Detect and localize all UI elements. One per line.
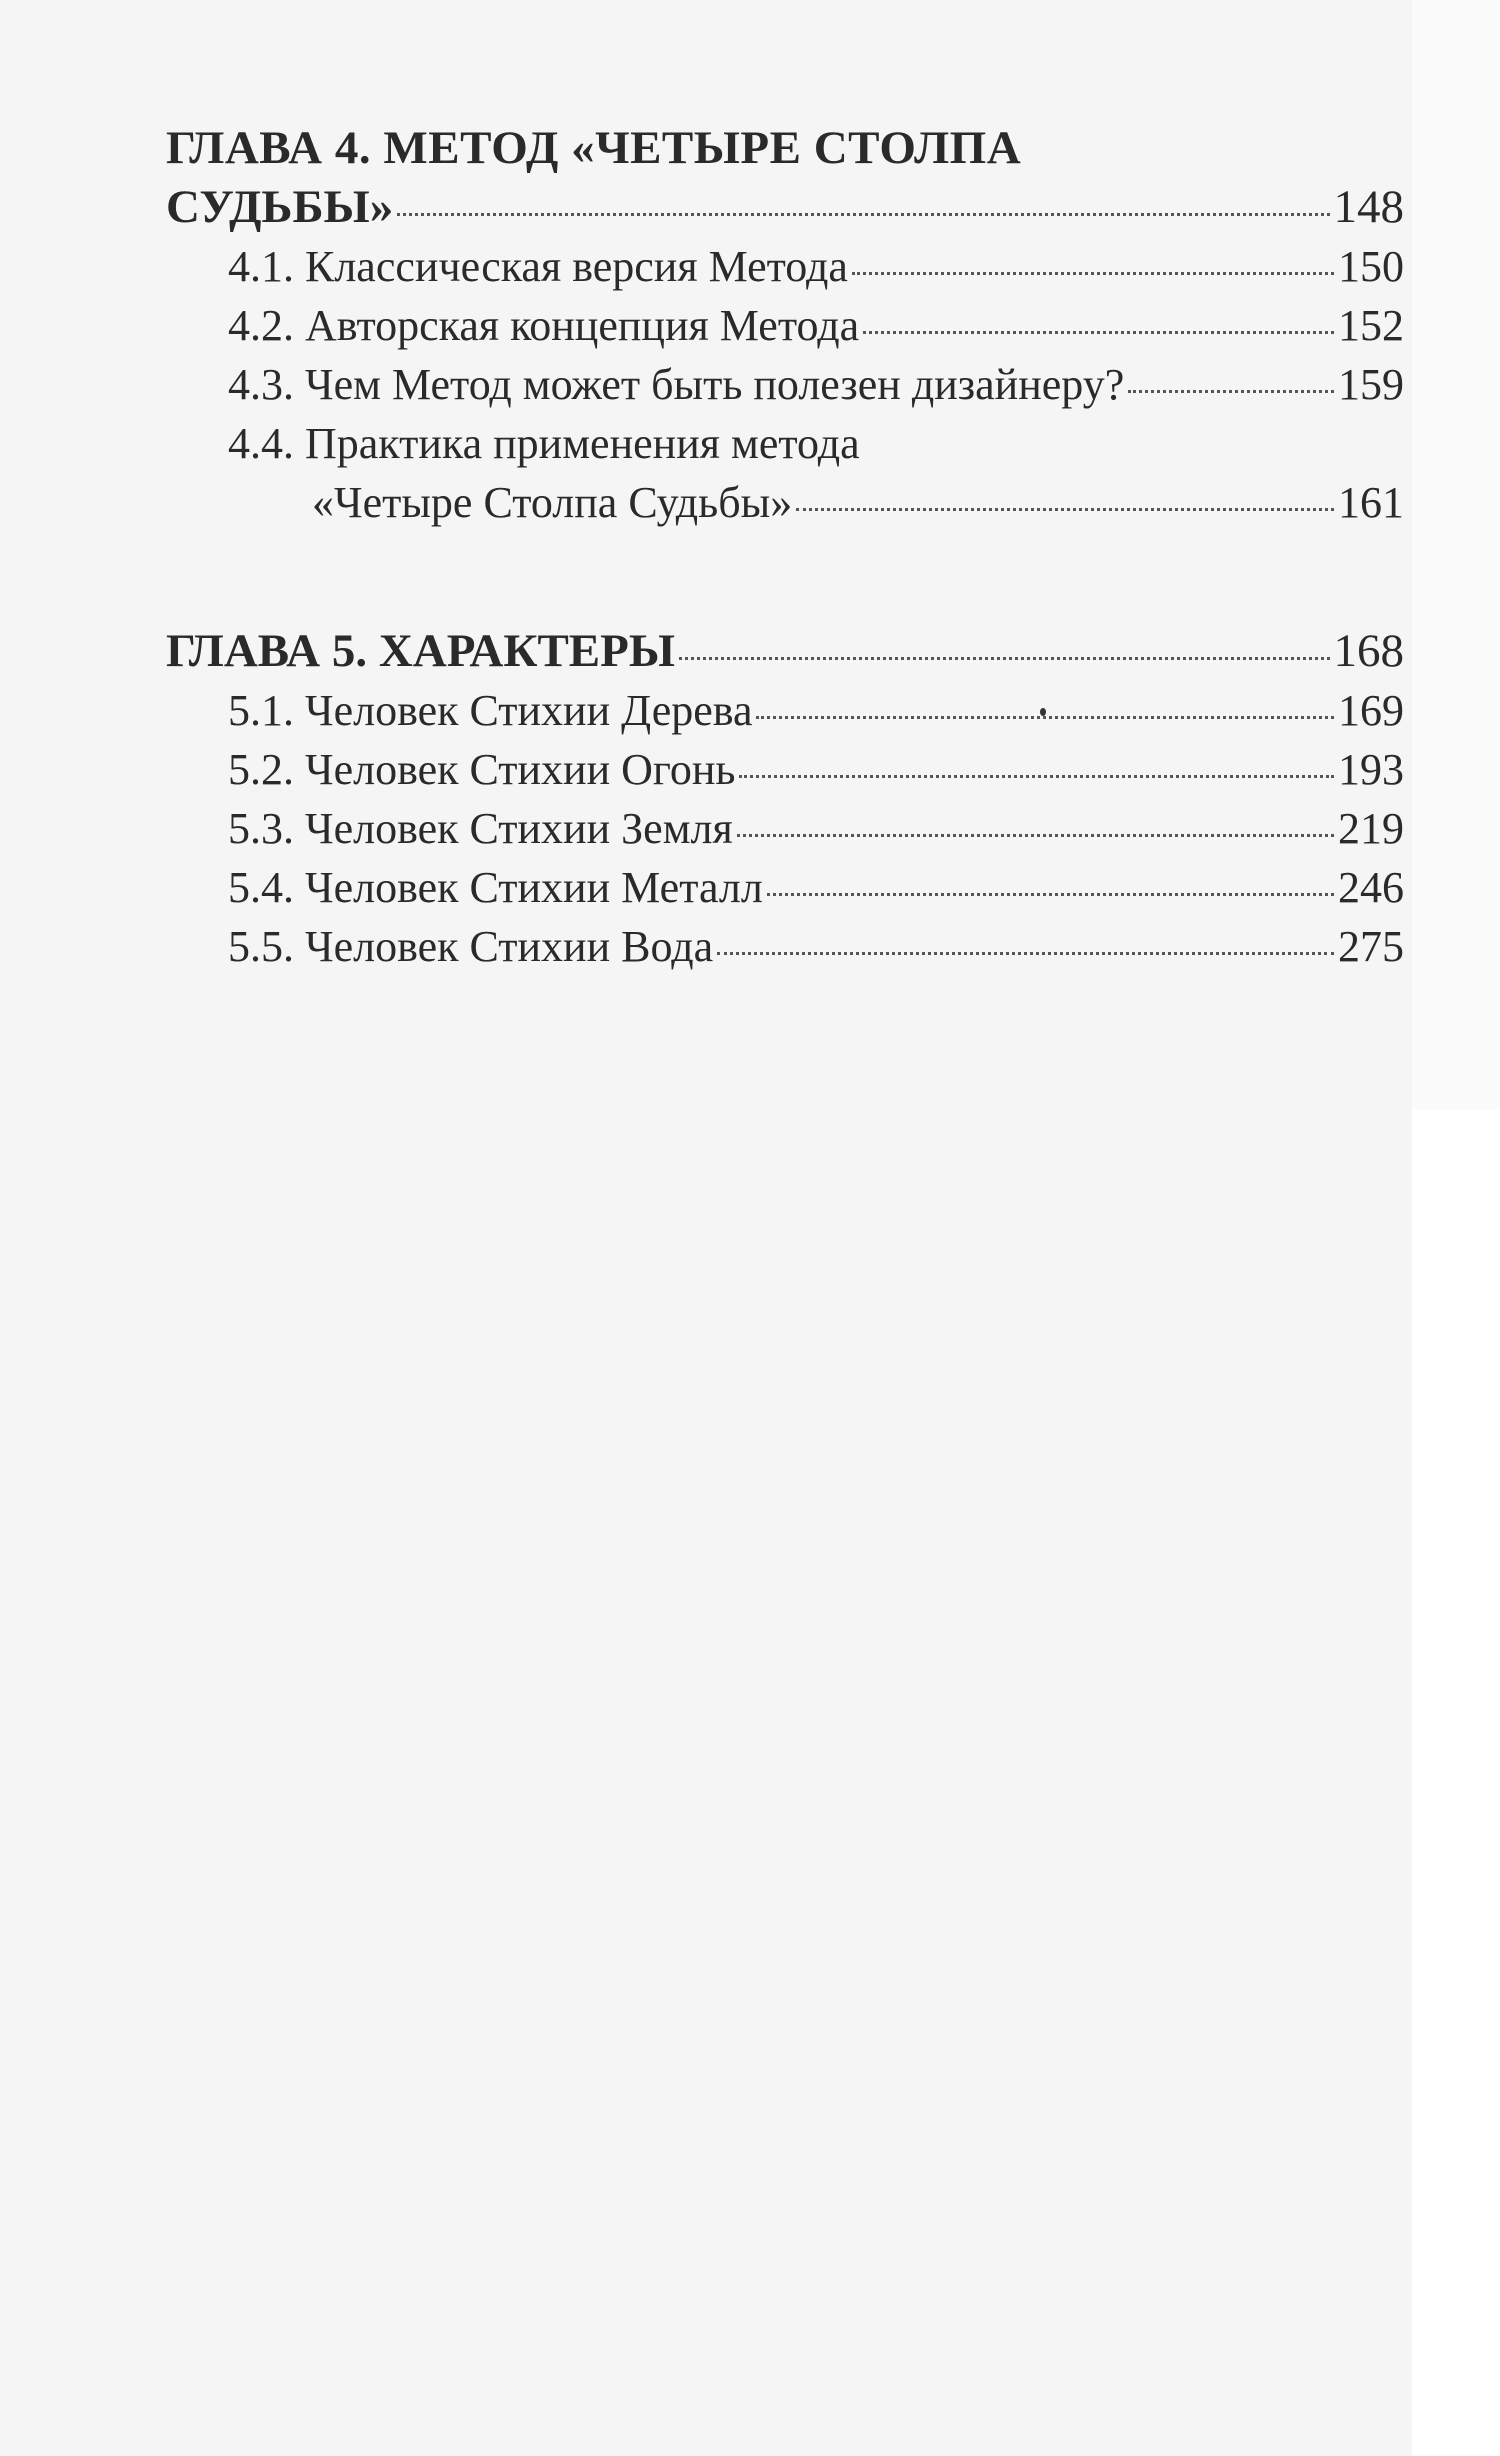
toc-entry-page: 161 [1338,478,1404,527]
dot-leader [739,775,1334,778]
toc-entry-label: «Четыре Столпа Судьбы» [312,478,793,527]
dot-leader [737,834,1334,837]
toc-entry-page: 246 [1338,863,1404,912]
toc-entry-label: 4.1. Классическая версия Метода [228,242,848,291]
dot-leader [863,331,1334,334]
chapter-5-page: 168 [1333,625,1404,677]
toc-entry-page: 159 [1338,360,1404,409]
chapter-5-entry[interactable] [166,622,1404,681]
toc-entry-label: 5.4. Человек Стихии Металл [228,863,763,912]
toc-entry-5-5[interactable] [166,917,1404,976]
toc-entry-4-4[interactable] [166,473,1404,532]
toc-entry-label: 4.2. Авторская концепция Метода [228,301,860,350]
dot-leader [852,272,1334,275]
dot-leader [1128,390,1334,393]
toc-entry-label: 5.5. Человек Стихии Вода [228,922,714,971]
print-speck [1040,708,1046,716]
toc-entry-4-2[interactable] [166,296,1404,355]
dot-leader [796,508,1334,511]
dot-leader [679,657,1329,660]
toc-entry-4-4-line-1[interactable]: 4.4. Практика применения метода [228,419,860,468]
toc-entry-page: 169 [1338,686,1404,735]
chapter-4-title-line-1: ГЛАВА 4. МЕТОД «ЧЕТЫРЕ СТОЛПА [166,122,1022,174]
toc-entry-5-4[interactable] [166,858,1404,917]
toc-entry-5-1[interactable] [166,681,1404,740]
dot-leader [397,213,1329,216]
chapter-4-entry[interactable] [166,178,1404,237]
toc-entry-label: 5.3. Человек Стихии Земля [228,804,733,853]
chapter-4-page: 148 [1333,181,1404,233]
dot-leader [717,952,1334,955]
toc-entry-5-2[interactable] [166,740,1404,799]
dot-leader [756,716,1334,719]
toc-entry-4-3[interactable] [166,355,1404,414]
toc-entry-label: 5.1. Человек Стихии Дерева [228,686,753,735]
dot-leader [767,893,1334,896]
chapter-5-title: ГЛАВА 5. ХАРАКТЕРЫ [166,625,676,677]
table-of-contents [166,118,1404,976]
toc-entry-page: 219 [1338,804,1404,853]
chapter-4-title-line-2: СУДЬБЫ» [166,181,394,233]
toc-entry-5-3[interactable] [166,799,1404,858]
toc-entry-label: 4.3. Чем Метод может быть полезен дизайнеру? [228,360,1125,409]
spacer [166,532,1404,622]
toc-entry-page: 152 [1338,301,1404,350]
toc-entry-page: 150 [1338,242,1404,291]
page-edge [1412,0,1500,1110]
toc-entry-page: 275 [1338,922,1404,971]
toc-entry-label: 5.2. Человек Стихии Огонь [228,745,736,794]
toc-entry-4-1[interactable] [166,237,1404,296]
toc-entry-page: 193 [1338,745,1404,794]
